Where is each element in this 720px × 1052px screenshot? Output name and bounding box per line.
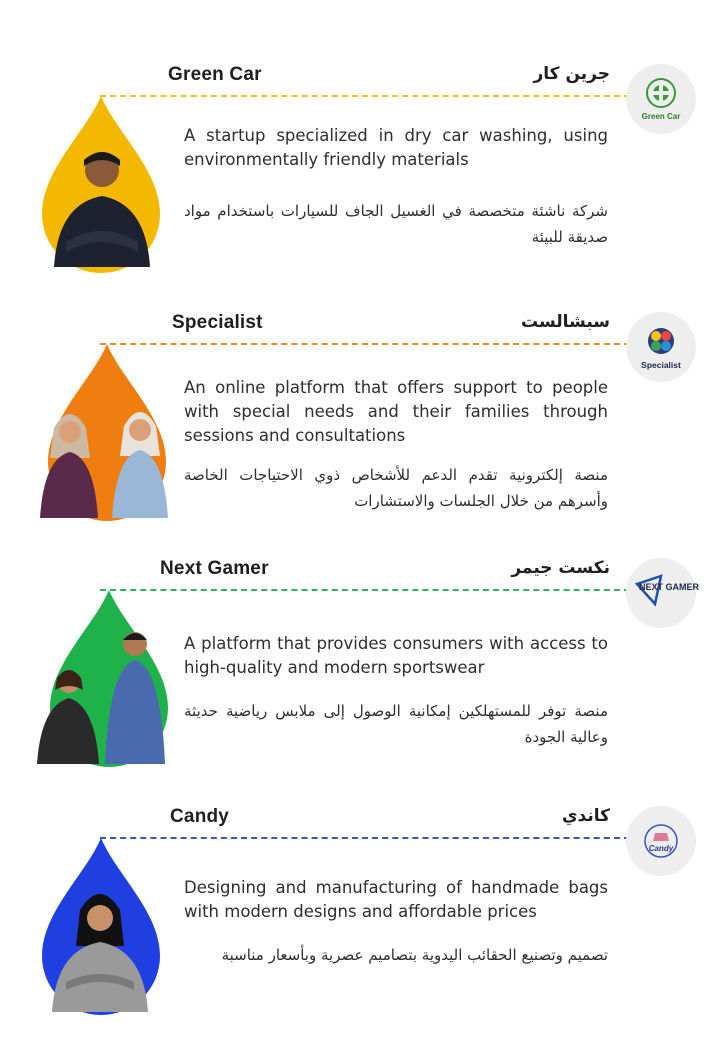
entry-title-ar: كاندي: [561, 806, 610, 826]
entry-title-ar: سبشالست: [520, 312, 610, 332]
description-ar: تصميم وتصنيع الحقائب اليدوية بتصاميم عصرية وبأسعار مناسبة: [221, 946, 608, 964]
dashed-divider: [100, 589, 630, 591]
entry-title-en: Candy: [170, 806, 230, 827]
next-gamer-logo-icon: [626, 558, 700, 628]
logo-text: Green Car: [641, 112, 681, 121]
dashed-divider: [100, 343, 630, 345]
entry-card: [0, 558, 720, 804]
entry-title-en: Green Car: [168, 64, 262, 85]
entry-title-en: Next Gamer: [160, 558, 269, 579]
founder-photo-drop: [16, 586, 176, 770]
entry-title-ar: نكست جيمر: [511, 558, 610, 578]
description-en: A startup specialized in dry car washing, using environmentally friendly materials: [184, 126, 608, 169]
entry-title-ar: جرين كار: [533, 64, 610, 84]
description-ar: منصة إلكترونية تقدم الدعم للأشخاص ذوي الاحتياجات الخاصة وأسرهم من خلال الجلسات والاستشارات: [184, 466, 608, 510]
dashed-divider: [100, 837, 630, 839]
entry-card: [0, 64, 720, 310]
description-en: An online platform that offers support to people with special needs and their families through sessions and consultations: [184, 378, 608, 445]
specialist-logo-icon: [626, 312, 696, 382]
logo-text: Candy: [648, 844, 674, 853]
founder-photo-drop: [36, 92, 166, 276]
green-car-logo-icon: [626, 64, 696, 134]
founder-photo-drop: [36, 834, 166, 1018]
dashed-divider: [100, 95, 630, 97]
entry-title-en: Specialist: [172, 312, 263, 333]
description-en: A platform that provides consumers with access to high-quality and modern sportswear: [184, 634, 608, 677]
entry-card: [0, 806, 720, 1052]
description-ar: منصة توفر للمستهلكين إمكانية الوصول إلى ملابس رياضية حديثة وعالية الجودة: [184, 702, 608, 746]
founder-photo-drop: [22, 340, 172, 524]
candy-logo-icon: [626, 806, 696, 876]
logo-text: NEXT GAMER: [638, 582, 700, 592]
description-ar: شركة ناشئة متخصصة في الغسيل الجاف للسيارات باستخدام مواد صديقة للبيئة: [184, 202, 608, 246]
description-en: Designing and manufacturing of handmade bags with modern designs and affordable prices: [184, 878, 608, 921]
entry-card: [0, 312, 720, 558]
logo-text: Specialist: [641, 360, 681, 370]
